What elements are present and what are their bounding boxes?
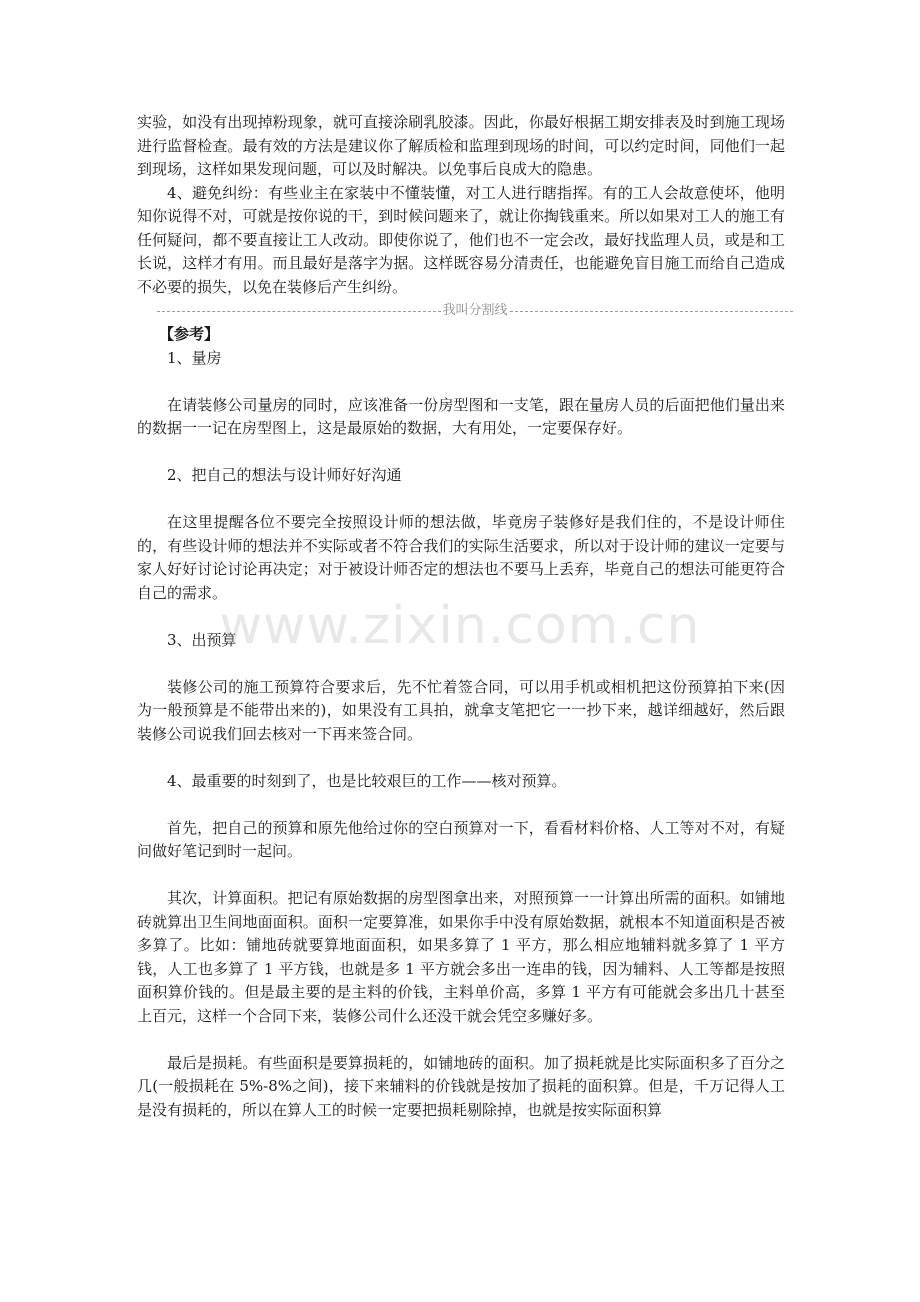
section-2-body: 在这里提醒各位不要完全按照设计师的想法做，毕竟房子装修好是我们住的，不是设计师住的，有些设计师的想法并不实际或者不符合我们的实际生活要求，所以对于设计师的建议一定要与家人好好讨论讨论再决定；对于被设计师否定的想法也不要马上丢弃，毕竟自己的想法可能更符合自己的需求。: [137, 513, 785, 602]
divider-dash-right: [510, 311, 793, 312]
section-3-body: 装修公司的施工预算符合要求后，先不忙着签合同，可以用手机或相机把这份预算拍下来(因为一般预算是不能带出来的)，如果没有工具拍，就拿支笔把它一一抄下来，越详细越好，然后跟装修公司说我们回去核对一下再来签合同。: [137, 677, 785, 743]
section-1-body: 在请装修公司量房的同时，应该准备一份房型图和一支笔，跟在量房人员的后面把他们量出来的数据一一记在房型图上，这是最原始的数据，大有用处，一定要保存好。: [137, 395, 785, 437]
document-body: [137, 111, 785, 1122]
section-4-paragraph-2: 其次，计算面积。把记有原始数据的房型图拿出来，对照预算一一计算出所需的面积。如铺地砖就算出卫生间地面面积。面积一定要算准，如果你手中没有原始数据，就根本不知道面积是否被多算了。比如：铺地砖就要算地面面积，如果多算了 1 平方，那么相应地辅料就多算了 1 平方钱，人工也多算了 1 平方钱，也就是多 1 平方就会多出一连串的钱，因为辅料、人工等都是按照面积算价钱的。但是最主要的是主料的价钱，主料单价高，多算 1 平方有可能就会多出几十甚至上百元，这样一个合同下来，装修公司什么还没干就会凭空多赚好多。: [137, 889, 785, 1025]
section-divider: [157, 299, 793, 323]
section-4-paragraph-1: 首先，把自己的预算和原先他给过你的空白预算对一下，看看材料价格、人工等对不对，有疑问做好笔记到时一起问。: [137, 818, 785, 860]
paragraph-avoid-disputes: 4、避免纠纷：有些业主在家装中不懂装懂，对工人进行瞎指挥。有的工人会故意使坏，他明知你说得不对，可就是按你说的干，到时候问题来了，就让你掏钱重来。所以如果对工人的施工有任何疑问，都不要直接让工人改动。即使你说了，他们也不一定会改，最好找监理人员，或是和工长说，这样才有用。而且最好是落字为据。这样既容易分清责任，也能避免盲目施工而给自己造成不必要的损失，以免在装修后产生纠纷。: [137, 183, 785, 296]
section-1-title: 1、量房: [167, 348, 222, 367]
divider-label: 我叫分割线: [442, 303, 508, 319]
section-4-paragraph-3: 最后是损耗。有些面积是要算损耗的，如铺地砖的面积。加了损耗就是比实际面积多了百分之几(一般损耗在 5%-8%之间)，接下来辅料的价钱就是按加了损耗的面积算。但是，千万记得人工是没有损耗的，所以在算人工的时候一定要把损耗剔除掉，也就是按实际面积算: [137, 1053, 785, 1119]
paragraph-continued: 实验，如没有出现掉粉现象，就可直接涂刷乳胶漆。因此，你最好根据工期安排表及时到施工现场进行监督检查。最有效的方法是建议你了解质检和监理到现场的时间，可以约定时间，同他们一起到现场，这样如果发现问题，可以及时解决。以免事后良成大的隐患。: [137, 113, 785, 178]
section-3-title: 3、出预算: [167, 630, 237, 649]
section-4-title: 4、最重要的时刻到了，也是比较艰巨的工作——核对预算。: [167, 771, 567, 790]
section-2-title: 2、把自己的想法与设计师好好沟通: [167, 466, 402, 484]
divider-dash-left: [157, 311, 441, 312]
reference-title: 【参考】: [159, 325, 220, 343]
watermark: www.zixin.com.cn: [219, 596, 701, 656]
